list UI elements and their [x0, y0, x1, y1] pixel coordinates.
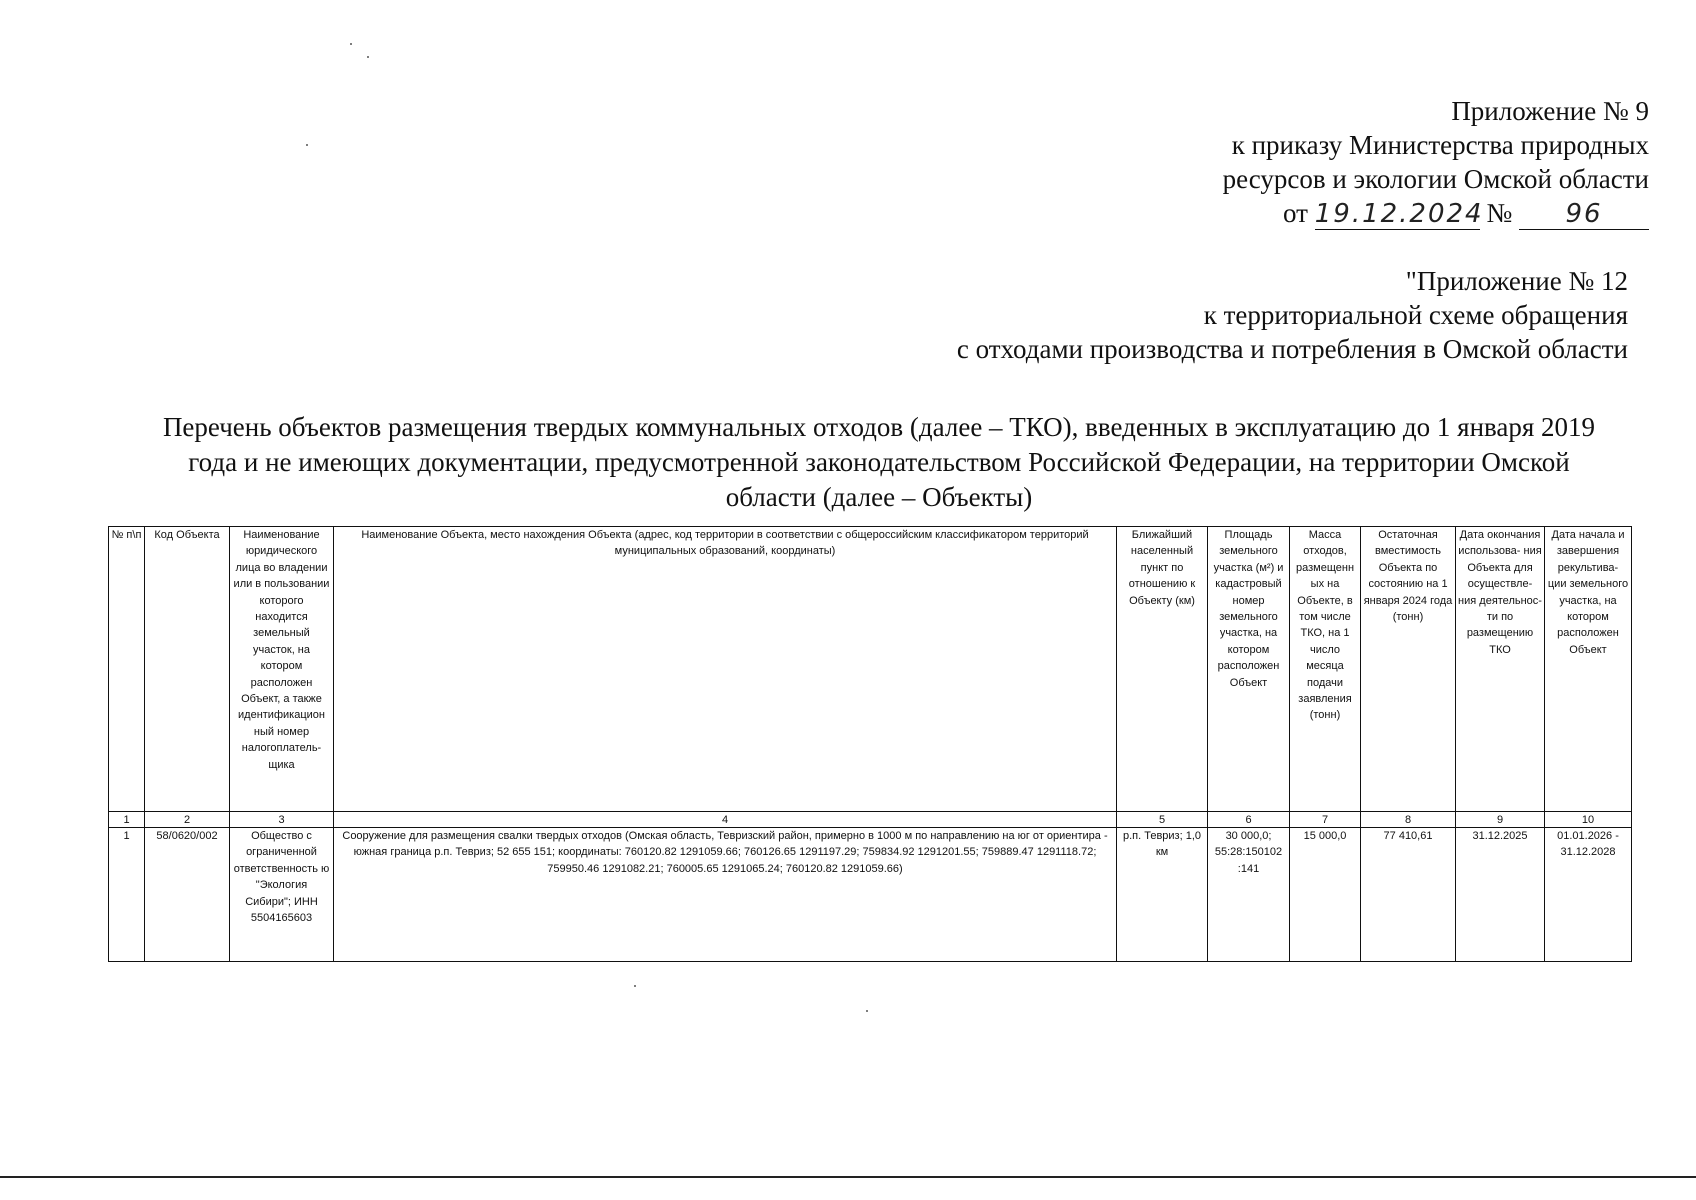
scan-speck: [306, 144, 308, 146]
column-number: 1: [109, 812, 145, 828]
scan-speck: [350, 43, 352, 45]
order-date-handwritten: 19.12.2024: [1314, 199, 1484, 229]
scan-speck: [367, 56, 369, 58]
column-number: 6: [1208, 812, 1290, 828]
cell-object-code: 58/0620/002: [145, 828, 230, 962]
header-cell-land-area: Площадь земельного участка (м²) и кадастровый номер земельного участка, на котором расположен Объект: [1208, 527, 1290, 812]
header-cell-remaining-capacity: Остаточная вместимость Объекта по состоянию на 1 января 2024 года (тонн): [1361, 527, 1456, 812]
date-prefix: от: [1283, 198, 1308, 228]
cell-end-date: 31.12.2025: [1456, 828, 1545, 962]
column-number: 10: [1545, 812, 1632, 828]
table-column-numbers-row: [109, 812, 1632, 828]
column-number: 2: [145, 812, 230, 828]
header-cell-end-date: Дата окончания использова- ния Объекта для осуществле- ния деятельнос- ти по размещению ТКО: [1456, 527, 1545, 812]
cell-object-name: Сооружение для размещения свалки твердых отходов (Омская область, Тевризский район, примерно в 1000 м по направлению на юг от ориентира - южная граница р.п. Тевриз; 52 655 151; координаты: 760120.82 1291059.66; 760126.65 1291197.29; 759834.92 1291201.55; 759889.47 1291118.72; 759950.46 1291082.21; 760005.65 1291065.24; 760120.82 1291059.66): [334, 828, 1117, 962]
column-number: 7: [1290, 812, 1361, 828]
cell-remaining-capacity: 77 410,61: [1361, 828, 1456, 962]
appendix-9-date-line: [1223, 196, 1649, 230]
document-title: Перечень объектов размещения твердых коммунальных отходов (далее – ТКО), введенных в эксплуатацию до 1 января 2019 года и не имеющих документации, предусмотренной законодательством Российской Федерации, на территории Омской области (далее – Объекты): [162, 412, 1596, 512]
number-sign: №: [1486, 198, 1513, 228]
header-cell-object-code: Код Объекта: [145, 527, 230, 812]
cell-reclamation-dates: 01.01.2026 - 31.12.2028: [1545, 828, 1632, 962]
cell-legal-entity: Общество с ограниченной ответственность ю "Экология Сибири"; ИНН 5504165603: [230, 828, 334, 962]
header-cell-waste-mass: Масса отходов, размещенн ых на Объекте, в том числе ТКО, на 1 число месяца подачи заявления (тонн): [1290, 527, 1361, 812]
column-number: 8: [1361, 812, 1456, 828]
header-cell-legal-entity: Наименование юридического лица во владении или в пользовании которого находится земельный участок, на котором расположен Объект, а также идентификацион ный номер налогоплатель- щика: [230, 527, 334, 812]
appendix-12-title: "Приложение № 12: [1405, 266, 1628, 296]
order-number-handwritten: 96: [1519, 199, 1649, 230]
scan-speck: [634, 985, 636, 987]
header-cell-object-name: Наименование Объекта, место нахождения Объекта (адрес, код территории в соответствии с общероссийским классификатором территорий муниципальных образований, координаты): [334, 527, 1117, 812]
table-header-row: [109, 527, 1632, 812]
column-number: 3: [230, 812, 334, 828]
column-number: 4: [334, 812, 1117, 828]
cell-nearest-settlement: р.п. Тевриз; 1,0 км: [1117, 828, 1208, 962]
appendix-9-header: [1223, 94, 1649, 230]
cell-land-area: 30 000,0; 55:28:150102 :141: [1208, 828, 1290, 962]
appendix-9-order-line: к приказу Министерства природных: [1231, 130, 1649, 160]
objects-table: [108, 526, 1632, 962]
header-cell-nearest-settlement: Ближайший населенный пункт по отношению к Объекту (км): [1117, 527, 1208, 812]
cell-waste-mass: 15 000,0: [1290, 828, 1361, 962]
table-row: [109, 828, 1632, 962]
scan-page-edge-line: [0, 1176, 1696, 1178]
column-number: 9: [1456, 812, 1545, 828]
appendix-12-scheme-line: к территориальной схеме обращения: [1203, 300, 1628, 330]
appendix-12-waste-line: с отходами производства и потребления в Омской области: [956, 334, 1628, 364]
appendix-9-ministry-line: ресурсов и экологии Омской области: [1222, 164, 1649, 194]
cell-index: 1: [109, 828, 145, 962]
appendix-9-title: Приложение № 9: [1451, 96, 1649, 126]
appendix-12-header: [957, 264, 1628, 366]
column-number: 5: [1117, 812, 1208, 828]
header-cell-reclamation-dates: Дата начала и завершения рекультива- ции земельного участка, на котором расположен Объект: [1545, 527, 1632, 812]
header-cell-index: № п\п: [109, 527, 145, 812]
scan-speck: [866, 1010, 868, 1012]
